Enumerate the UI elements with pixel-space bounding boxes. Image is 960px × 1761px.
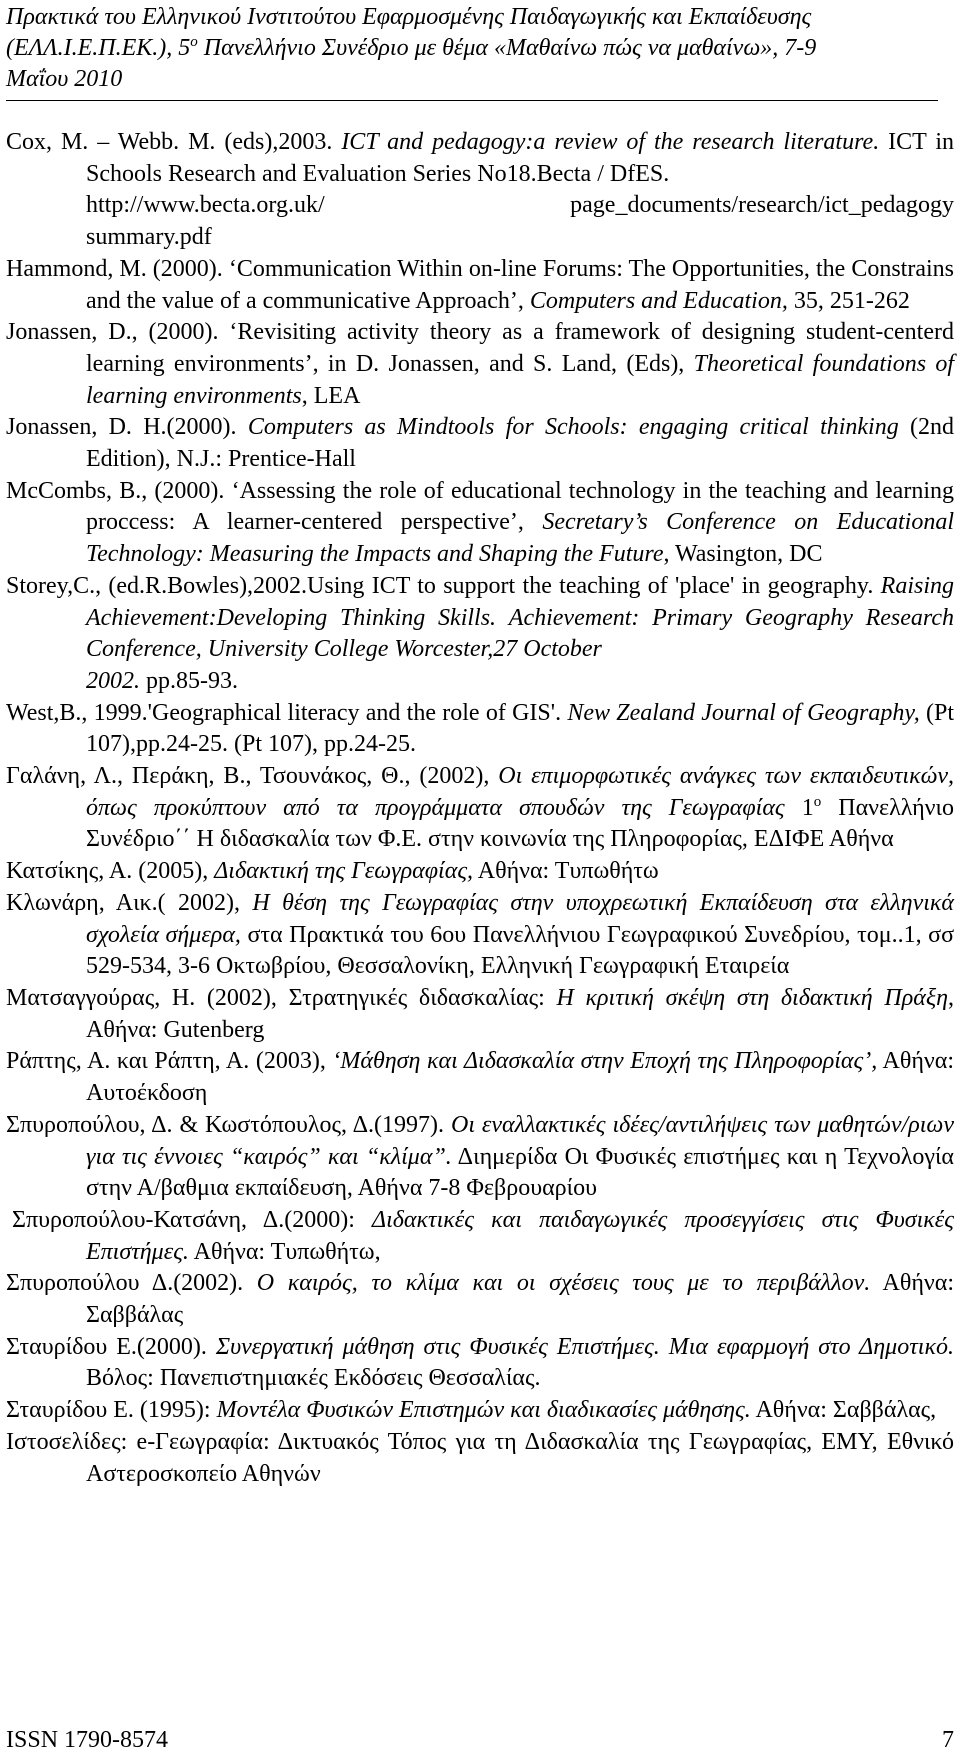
- reference-text: Γαλάνη, Λ., Περάκη, Β., Τσουνάκος, Θ., (2002),: [6, 763, 499, 790]
- reference-item: [6, 983, 954, 1046]
- reference-text: Μοντέλα Φυσικών Επιστημών και διαδικασίες μάθησης.: [216, 1397, 751, 1424]
- reference-text: pp.85-93.: [140, 667, 238, 694]
- reference-text: Βόλος: Πανεπιστημιακές Εκδόσεις Θεσσαλίας.: [86, 1365, 541, 1392]
- running-header: [6, 2, 940, 95]
- reference-item: [6, 1046, 954, 1109]
- header-divider: [6, 100, 938, 101]
- reference-text: Αθήνα: Σαββάλας: [86, 1270, 954, 1329]
- reference-text: Cox, M. – Webb. M. (eds),2003.: [6, 129, 342, 155]
- reference-text: Ράπτης, Α. και Ράπτη, Α. (2003),: [6, 1048, 333, 1075]
- reference-item: [6, 1395, 954, 1427]
- reference-item: [6, 1205, 954, 1268]
- reference-text: Theoretical foundations of learning environments: [86, 350, 954, 409]
- reference-text: Σπυροπούλου-Κατσάνη, Δ.(2000):: [12, 1206, 372, 1233]
- reference-text: Διημερίδα Οι Φυσικές επιστήμες και η Τεχνολογία στην Α/βαθμια εκπαίδευση, Αθήνα 7-8 Φεβρουαρίου: [86, 1143, 954, 1202]
- reference-text: [496, 605, 509, 631]
- header-line-3: Μαΐου 2010: [6, 66, 123, 92]
- issn-label: ISSN 1790-8574: [6, 1727, 169, 1753]
- reference-text: summary.pdf: [86, 224, 212, 251]
- reference-text: Σταυρίδου Ε. (1995):: [6, 1397, 217, 1424]
- reference-item: [6, 856, 954, 888]
- reference-text: Σπυροπούλου, Δ. & Κωστόπουλος, Δ.(1997).: [6, 1111, 451, 1138]
- reference-text: West,B., 1999.'Geographical literacy and the role of GIS'.: [6, 699, 568, 726]
- reference-item: [6, 1332, 954, 1395]
- header-line-2: (ΕΛΛ.Ι.Ε.Π.ΕΚ.), $5^o$ Πανελλήνιο Συνέδριο με θέμα «Μαθαίνω πώς να μαθαίνω», 7-9: [6, 34, 817, 61]
- header-line-1: Πρακτικά του Ελληνικού Ινστιτούτου Εφαρμοσμένης Παιδαγωγικής και Εκπαίδευσης: [6, 4, 812, 30]
- reference-text: (2nd Edition), N.J.: Prentice-Hall: [86, 414, 955, 473]
- reference-text: Κατσίκης, Α. (2005),: [6, 858, 215, 885]
- page-number: 7: [942, 1727, 954, 1753]
- reference-text: Η κριτική σκέψη στη διδακτική Πράξη: [556, 984, 949, 1011]
- reference-text: , Wasington, DC: [663, 541, 823, 568]
- reference-text: Αθήνα: Αυτοέκδοση: [86, 1048, 954, 1107]
- reference-text: Raising Achievement:Developing Thinking Skills.: [86, 572, 954, 631]
- reference-text: Jonassen, D., (2000). ‘Revisiting activity theory as a framework of designing student-centerd learning environments’, in D. Jonassen, and S. Land, (Eds),: [6, 319, 954, 377]
- reference-text: , LEA: [301, 382, 361, 409]
- reference-text: McCombs, B., (2000). ‘Assessing the role of educational technology in the teaching and learning proccess: A learner-centered perspective’,: [6, 477, 954, 536]
- reference-text: Οι εναλλακτικές ιδέες/αντιλήψεις των μαθητών/ριων για τις έννοιες “καιρός” και “κλίμα”.: [86, 1111, 955, 1170]
- reference-item: [6, 698, 954, 761]
- reference-item: [6, 1110, 954, 1205]
- reference-text: Storey,C., (ed.R.Bowles),2002.Using ICT to support the teaching of 'place' in geography.: [6, 572, 881, 599]
- reference-text: Η θέση της Γεωγραφίας στην υποχρεωτική Εκπαίδευση στα ελληνικά σχολεία σήμερα,: [86, 889, 955, 948]
- reference-url: http://www.becta.org.uk/ page_documents/research/ict_pedagogy: [86, 192, 954, 219]
- reference-text: Ο καιρός, το κλίμα και οι σχέσεις τους με το περιβάλλον.: [256, 1270, 871, 1297]
- reference-text: Κλωνάρη, Αικ.( 2002),: [6, 889, 253, 916]
- reference-text: 35, 251-262: [787, 287, 910, 314]
- reference-text: Jonassen, D. H.(2000).: [6, 414, 248, 441]
- reference-text: Secretary’s Conference on Educational Technology: Measuring the Impacts and Shaping the Future: [86, 509, 955, 568]
- reference-text: Αθήνα: Σαββάλας,: [750, 1397, 937, 1424]
- reference-text: ο: [813, 793, 822, 810]
- reference-item: [6, 761, 954, 856]
- reference-text: 1: [784, 794, 814, 821]
- reference-item: [6, 1268, 954, 1331]
- reference-text: Διδακτική της Γεωγραφίας,: [214, 858, 474, 885]
- reference-text: Hammond, M. (2000). ‘Communication Within on-line Forums: The Opportunities, the Constrains and the value of a communicative Approach’,: [6, 255, 954, 314]
- reference-text: Πανελλήνιο Συνέδριο΄΄ Η διδασκαλία των Φ.Ε. στην κοινωνία της Πληροφορίας, ΕΔΙΦΕ Αθήνα: [86, 794, 954, 853]
- reference-text: New Zealand Journal of Geography,: [567, 699, 920, 726]
- reference-item: [6, 254, 954, 317]
- reference-item: [6, 476, 954, 571]
- reference-text: Διδακτικές και παιδαγωγικές προσεγγίσεις στις Φυσικές Επιστήμες.: [86, 1206, 955, 1265]
- reference-item: [6, 571, 954, 698]
- reference-text: (Pt 107),pp.24-25. (Pt 107), pp.24-25.: [86, 699, 954, 758]
- reference-item: [6, 888, 954, 983]
- reference-text: Computers as Mindtools for Schools: engaging critical thinking: [247, 414, 899, 441]
- reference-text: Οι επιμορφωτικές ανάγκες των εκπαιδευτικών, όπως προκύπτουν από τα προγράμματα σπουδών της Γεωγραφίας: [86, 763, 955, 821]
- reference-text: Ιστοσελίδες: e-Γεωγραφία: Δικτυακός Τόπος για τη Διδασκαλία της Γεωγραφίας, ΕΜΥ, Εθνικό Αστεροσκοπείο Αθηνών: [6, 1428, 954, 1487]
- reference-text: Computers and Education,: [529, 287, 788, 314]
- reference-item: [6, 1427, 954, 1490]
- reference-text: , Αθήνα: Gutenberg: [86, 984, 955, 1043]
- reference-text: Ματσαγγούρας, Η. (2002), Στρατηγικές διδασκαλίας:: [6, 984, 557, 1011]
- reference-text: [86, 666, 954, 698]
- reference-text: ICT in Schools Research and Evaluation Series No18.Becta / DfES.: [86, 129, 954, 187]
- reference-text: Συνεργατική μάθηση στις Φυσικές Επιστήμες. Μια εφαρμογή στο Δημοτικό.: [215, 1333, 954, 1360]
- reference-text: Σπυροπούλου Δ.(2002).: [6, 1270, 257, 1297]
- reference-text: στα Πρακτικά του 6ου Πανελλήνιου Γεωγραφικού Συνεδρίου, τομ..1, σσ 529-534, 3-6 Οκτωβρίου, Θεσσαλονίκη, Ελληνική Γεωγραφική Εταιρεία: [86, 921, 955, 980]
- reference-text: ICT and pedagogy:a review of the research literature.: [341, 129, 880, 155]
- reference-list: [6, 127, 954, 1490]
- reference-text: Αθήνα: Τυπωθήτω: [473, 858, 659, 885]
- reference-item: [6, 127, 954, 254]
- reference-item: [6, 412, 954, 475]
- reference-text: ‘Μάθηση και Διδασκαλία στην Εποχή της Πληροφορίας’,: [332, 1048, 878, 1075]
- reference-text: Achievement: Primary Geography Research Conference, University College Worcester,27 October: [86, 604, 954, 663]
- reference-item: [6, 317, 954, 412]
- reference-text: Σταυρίδου Ε.(2000).: [6, 1333, 216, 1360]
- reference-text: Αθήνα: Τυπωθήτω,: [188, 1238, 381, 1265]
- reference-text: 2002.: [86, 667, 140, 694]
